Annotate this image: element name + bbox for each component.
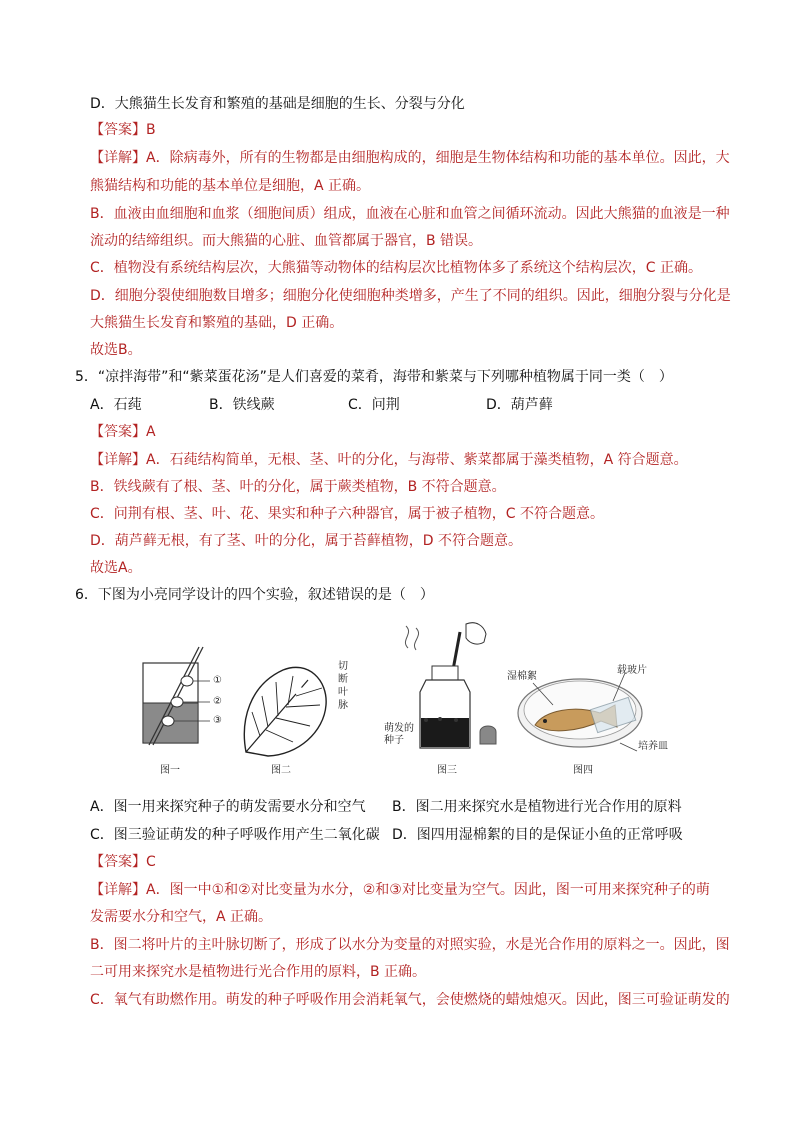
q6-detail-line-2: B．图二将叶片的主叶脉切断了，形成了以水分为变量的对照实验，水是光合作用的原料之一。因此，图 [90, 937, 730, 953]
answer-value: A [146, 424, 156, 440]
figure-1-caption: 图一 [160, 765, 180, 776]
q4-detail-line-6: 大熊猫生长发育和繁殖的基础，D 正确。 [90, 315, 344, 331]
q4-detail-line-1: 熊猫结构和功能的基本单位是细胞，A 正确。 [90, 178, 371, 194]
q6-detail-line-0: 【详解】A．图一中①和②对比变量为水分，②和③对比变量为空气。因此，图一可用来探究种子的萌 [90, 882, 710, 898]
leaf-diagram [238, 660, 333, 760]
figure-1 [135, 645, 240, 755]
q5-detail-line-2: C．问荆有根、茎、叶、花、果实和种子六种器官，属于被子植物，C 不符合题意。 [90, 506, 604, 522]
fig1-mark-1: ① [213, 675, 222, 686]
q4-detail-line-2: B．血液由血细胞和血浆（细胞间质）组成，血液在心脏和血管之间循环流动。因此大熊猫的血液是一种 [90, 206, 730, 222]
figure-3 [380, 620, 510, 755]
q5-stem: 5．“凉拌海带”和“紫菜蛋花汤”是人们喜爱的菜肴，海带和紫菜与下列哪种植物属于同一类（ ） [75, 369, 673, 385]
q6-answer [90, 852, 156, 872]
answer-value: B [146, 122, 156, 138]
q6-detail-line-3: 二可用来探究水是植物进行光合作用的原料，B 正确。 [90, 964, 427, 980]
q5-detail-line-0: 【详解】A．石莼结构简单，无根、茎、叶的分化，与海带、紫菜都属于藻类植物，A 符合题意。 [90, 452, 688, 468]
q5-conclusion: 故选A。 [90, 560, 142, 576]
figure-2 [238, 660, 358, 760]
detail-label: 【详解】 [90, 150, 146, 166]
figure-4-caption: 图四 [573, 765, 593, 776]
detail-label: 【详解】 [90, 882, 146, 898]
q5-option-c: C．问荆 [348, 397, 400, 413]
figure-3-caption: 图三 [437, 765, 457, 776]
q4-conclusion: 故选B。 [90, 342, 142, 358]
prev-option-d: D．大熊猫生长发育和繁殖的基础是细胞的生长、分裂与分化 [90, 96, 465, 112]
answer-label: 【答案】 [90, 122, 146, 138]
answer-label: 【答案】 [90, 854, 146, 870]
q4-detail-line-0: 【详解】A．除病毒外，所有的生物都是由细胞构成的，细胞是生物体结构和功能的基本单位。因此，大 [90, 150, 730, 166]
figure-2-caption: 图二 [271, 765, 291, 776]
fig1-mark-2: ② [213, 696, 222, 707]
q5-option-b: B．铁线蕨 [209, 397, 275, 413]
q5-answer [90, 422, 156, 442]
answer-value: C [146, 854, 156, 870]
q5-option-a: A．石莼 [90, 397, 142, 413]
q6-option-d: D．图四用湿棉絮的目的是保证小鱼的正常呼吸 [392, 827, 683, 843]
beaker-diagram [135, 645, 240, 755]
q4-detail-line-4: C．植物没有系统结构层次，大熊猫等动物体的结构层次比植物体多了系统这个结构层次，C 正确。 [90, 260, 702, 276]
q6-detail-line-1: 发需要水分和空气，A 正确。 [90, 909, 273, 925]
q6-stem: 6．下图为小亮同学设计的四个实验，叙述错误的是（ ） [75, 587, 434, 603]
q6-option-a: A．图一用来探究种子的萌发需要水分和空气 [90, 799, 366, 815]
q4-answer [90, 120, 156, 140]
fig4-label-cotton: 湿棉絮 [507, 671, 537, 682]
answer-label: 【答案】 [90, 424, 146, 440]
q5-detail-line-1: B．铁线蕨有了根、茎、叶的分化，属于蕨类植物，B 不符合题意。 [90, 479, 506, 495]
fig4-label-dish: 培养皿 [638, 741, 668, 752]
q4-detail-line-5: D．细胞分裂使细胞数目增多；细胞分化使细胞种类增多，产生了不同的组织。因此，细胞分裂与分化是 [90, 288, 731, 304]
q5-detail-line-3: D．葫芦藓无根，有了茎、叶的分化，属于苔藓植物，D 不符合题意。 [90, 533, 523, 549]
fig2-cut-vein-label: 切断叶脉 [338, 661, 348, 711]
q6-detail-line-4: C．氧气有助燃作用。萌发的种子呼吸作用会消耗氧气，会使燃烧的蜡烛熄灭。因此，图三可验证萌发的 [90, 992, 730, 1008]
fig3-seeds-label: 萌发的种子 [384, 723, 414, 746]
fig4-label-slide: 载玻片 [617, 665, 647, 676]
detail-label: 【详解】 [90, 452, 146, 468]
figure-4 [505, 665, 685, 760]
q6-option-b: B．图二用来探究水是植物进行光合作用的原料 [392, 799, 682, 815]
q6-option-c: C．图三验证萌发的种子呼吸作用产生二氧化碳 [90, 827, 380, 843]
q4-detail-line-3: 流动的结缔组织。而大熊猫的心脏、血管都属于器官，B 错误。 [90, 233, 483, 249]
q5-option-d: D．葫芦藓 [486, 397, 553, 413]
fig1-mark-3: ③ [213, 715, 222, 726]
